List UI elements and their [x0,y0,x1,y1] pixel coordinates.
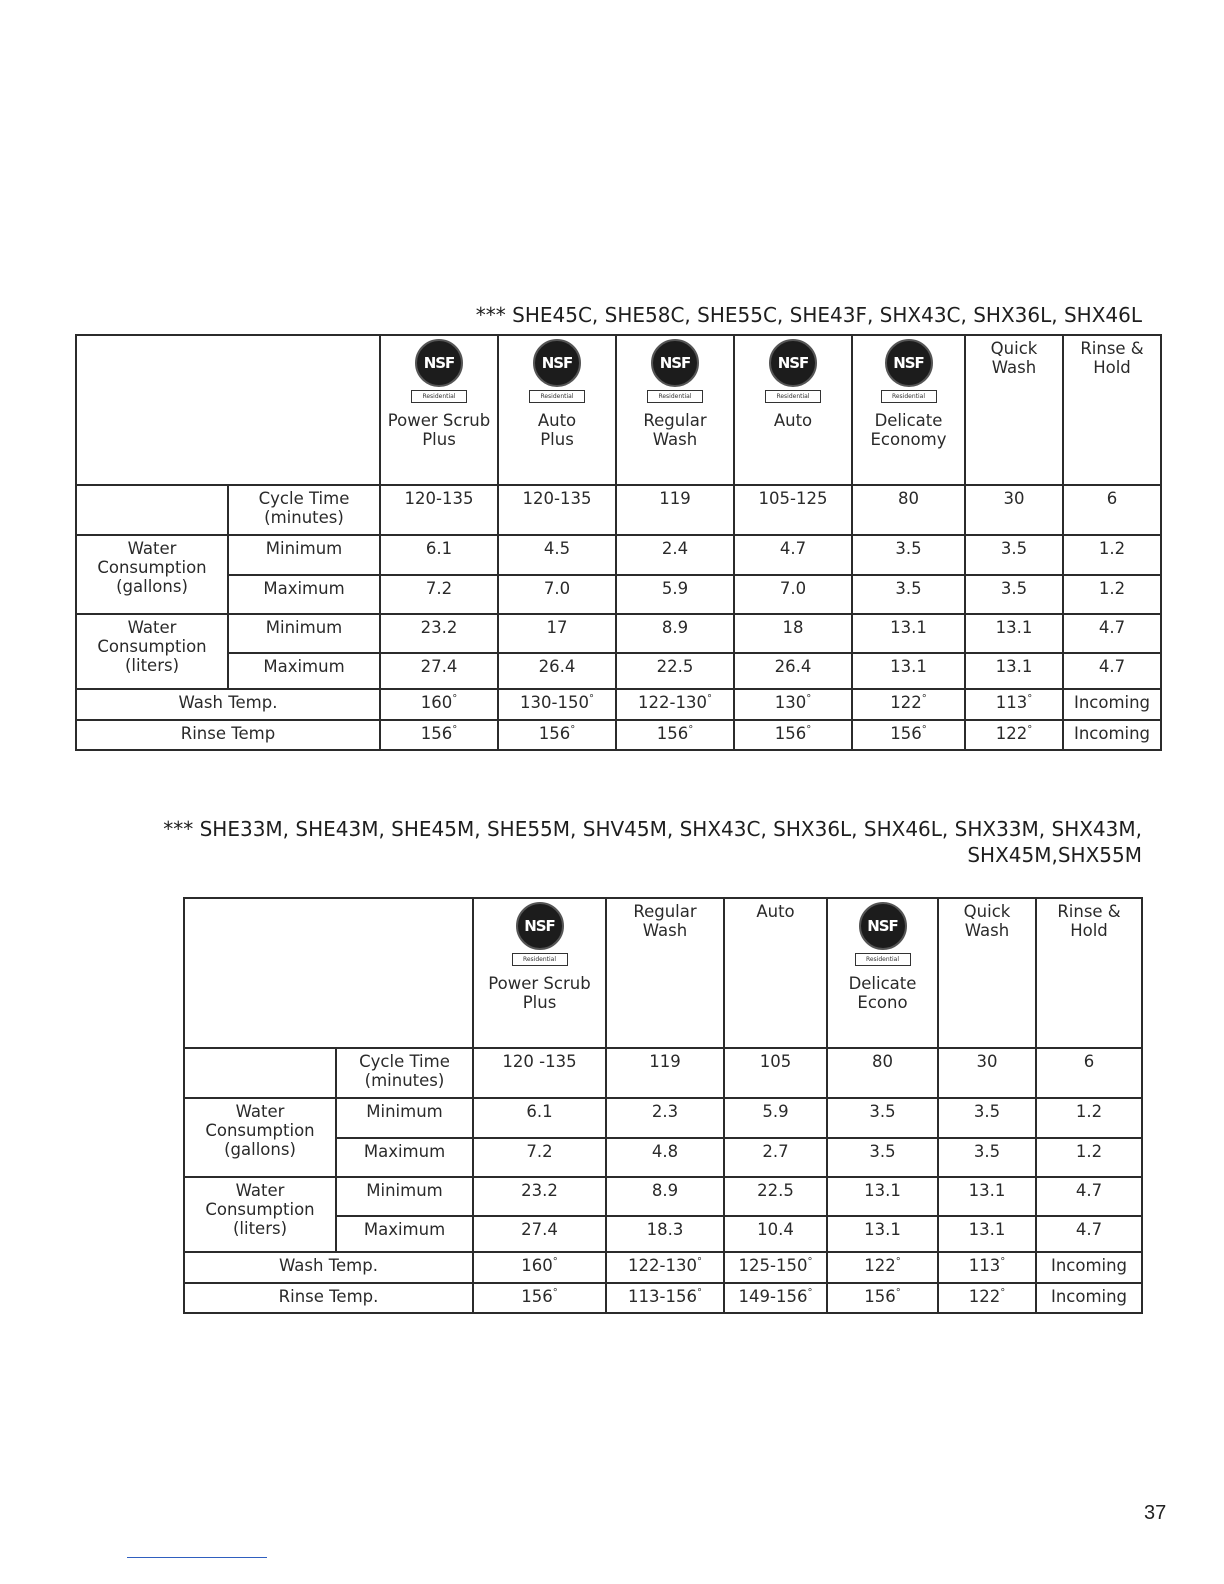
value-cell [380,535,498,575]
value-cell [1036,1098,1142,1138]
wash-temp-row [76,689,1161,720]
cycle-time-row [76,485,1161,535]
value-cell [380,653,498,689]
value-text: 120-135 [522,489,592,508]
header-blank-cell [184,898,473,1048]
program-header-cell [473,898,606,1048]
program-header-cell [938,898,1036,1048]
value-cell [734,575,852,614]
value-text: 7.0 [543,579,571,598]
value-text: 13.1 [995,657,1033,676]
value-text: 5.9 [762,1102,789,1121]
value-cell [852,535,965,575]
value-cell [473,1048,606,1098]
value-cell [1063,720,1161,750]
rinse-temp-row [76,720,1161,750]
water-gallons-label: Water Consumption (gallons) [76,535,228,614]
value-cell [827,1098,938,1138]
program-header-cell [616,335,734,485]
maximum-label: Maximum [228,653,380,689]
degree-mark: ° [696,1256,702,1268]
value-text: 13.1 [864,1220,901,1239]
footer-rule [127,1557,267,1558]
value-text: 22.5 [656,657,694,676]
degree-mark: ° [552,1287,558,1299]
program-label: Auto Plus [537,411,577,449]
value-text: 6 [1106,489,1118,508]
nsf-certification-icon [761,339,825,403]
value-cell [380,614,498,653]
value-cell [1036,1283,1142,1313]
degree-mark: ° [706,693,712,705]
value-cell [606,1177,724,1216]
value-cell [938,1283,1036,1313]
value-text: 4.8 [651,1142,679,1161]
maximum-label: Maximum [228,575,380,614]
nsf-logo-text: NSF [651,339,699,387]
value-text: 10.4 [757,1220,794,1239]
value-cell [724,1138,827,1177]
degree-mark: ° [696,1287,702,1299]
gallons-min-row [184,1098,1142,1138]
value-text: 1.2 [1098,539,1126,558]
value-cell [473,1098,606,1138]
value-text: 80 [872,1052,893,1071]
nsf-residential-tag: Residential [529,390,585,403]
cycle-time-label: Cycle Time (minutes) [336,1048,473,1098]
value-text: 122 [864,1256,896,1275]
nsf-certification-icon [407,339,471,403]
program-label: Delicate Economy [870,411,947,449]
program-label: Auto [756,902,795,921]
program-label: Delicate Econo [848,974,917,1012]
value-text: 6 [1083,1052,1095,1071]
value-cell [606,1048,724,1098]
value-cell [473,1252,606,1283]
value-text: 4.7 [1098,657,1126,676]
value-cell [965,614,1063,653]
program-header-cell [827,898,938,1048]
rinse-temp-label: Rinse Temp. [184,1283,473,1313]
value-cell [606,1283,724,1313]
degree-mark: ° [452,724,458,736]
program-label: Rinse & Hold [1057,902,1121,940]
value-text: 122 [890,693,922,712]
rinse-temp-row [184,1283,1142,1313]
degree-mark: ° [895,1287,901,1299]
value-text: 23.2 [521,1181,558,1200]
section-heading-models-1: *** SHE45C, SHE58C, SHE55C, SHE43F, SHX43C, SHX36L, SHX46L [475,303,1142,327]
value-cell [965,575,1063,614]
value-cell [1063,575,1161,614]
degree-mark: ° [452,693,458,705]
value-text: 7.2 [526,1142,553,1161]
value-cell [498,689,616,720]
value-text: 105 [759,1052,792,1071]
value-cell [724,1098,827,1138]
nsf-logo-text: NSF [415,339,463,387]
wash-temp-label: Wash Temp. [76,689,380,720]
value-text: 3.5 [895,539,922,558]
value-text: 27.4 [420,657,458,676]
value-cell [827,1283,938,1313]
value-cell [380,485,498,535]
value-text: 125-150 [738,1256,808,1275]
value-text: 119 [649,1052,681,1071]
program-label: Regular Wash [633,902,697,940]
program-label: Rinse & Hold [1080,339,1144,377]
nsf-certification-icon [508,902,572,966]
minimum-label: Minimum [228,535,380,575]
value-cell [938,1138,1036,1177]
value-text: 130 [774,693,807,712]
value-cell [380,720,498,750]
value-cell [965,485,1063,535]
degree-mark: ° [807,1256,813,1268]
nsf-residential-tag: Residential [411,390,467,403]
value-text: 13.1 [890,618,927,637]
value-text: 1.2 [1075,1142,1103,1161]
value-text: 18 [782,618,804,637]
value-text: 156 [864,1287,896,1306]
value-text: 3.5 [1000,579,1028,598]
value-text: 6.1 [526,1102,553,1121]
value-text: 8.9 [651,1181,679,1200]
value-text: 26.4 [774,657,812,676]
value-cell [852,689,965,720]
value-text: 18.3 [646,1220,684,1239]
value-text: 156 [538,724,571,743]
value-cell [1063,535,1161,575]
value-cell [734,614,852,653]
value-text: 13.1 [890,657,927,676]
value-text: 105-125 [758,489,828,508]
value-text: 80 [898,489,919,508]
value-cell [827,1216,938,1252]
value-text: 156 [521,1287,553,1306]
nsf-certification-icon [525,339,589,403]
value-cell [498,653,616,689]
value-cell [616,653,734,689]
value-cell [1036,1252,1142,1283]
degree-mark: ° [1000,1256,1006,1268]
rinse-temp-label: Rinse Temp [76,720,380,750]
value-text: Incoming [1073,724,1151,743]
value-cell [734,653,852,689]
value-text: 122 [995,724,1028,743]
value-cell [1063,485,1161,535]
value-cell [380,689,498,720]
value-cell [616,720,734,750]
value-text: 119 [659,489,691,508]
value-text: 113-156 [628,1287,697,1306]
value-cell [1063,689,1161,720]
minimum-label: Minimum [336,1098,473,1138]
program-label: Quick Wash [990,339,1038,377]
minimum-label: Minimum [336,1177,473,1216]
value-text: 120 -135 [502,1052,577,1071]
value-text: 22.5 [757,1181,794,1200]
maximum-label: Maximum [336,1138,473,1177]
section-heading-models-2: *** SHE33M, SHE43M, SHE45M, SHE55M, SHV45M, SHX43C, SHX36L, SHX46L, SHX33M, SHX43M, SHX45M,SHX55M [163,817,1142,867]
value-text: 156 [890,724,922,743]
program-label: Regular Wash [643,411,707,449]
wash-temp-label: Wash Temp. [184,1252,473,1283]
value-text: 149-156 [738,1287,808,1306]
value-text: 8.9 [661,618,689,637]
value-cell [965,720,1063,750]
value-text: 5.9 [661,579,689,598]
value-text: 13.1 [995,618,1033,637]
program-header-row [184,898,1142,1048]
nsf-logo-text: NSF [859,902,907,950]
nsf-residential-tag: Residential [647,390,703,403]
value-cell [473,1283,606,1313]
liters-min-row [76,614,1161,653]
value-cell [938,1216,1036,1252]
value-cell [616,689,734,720]
value-cell [724,1048,827,1098]
value-cell [827,1177,938,1216]
value-cell [827,1048,938,1098]
degree-mark: ° [588,693,594,705]
program-header-cell [1063,335,1161,485]
page-number: 37 [1144,1502,1167,1524]
value-cell [498,720,616,750]
value-cell [606,1138,724,1177]
value-cell [734,535,852,575]
value-text: 4.7 [1098,618,1126,637]
value-cell [498,575,616,614]
value-text: 160 [521,1256,553,1275]
nsf-certification-icon [643,339,707,403]
value-text: 122 [968,1287,1001,1306]
value-cell [380,575,498,614]
value-text: 13.1 [968,1181,1006,1200]
value-cell [1063,614,1161,653]
value-text: 6.1 [425,539,453,558]
value-text: 1.2 [1098,579,1126,598]
value-text: 2.4 [661,539,689,558]
program-label: Quick Wash [963,902,1011,940]
value-text: 3.5 [973,1102,1001,1121]
program-header-cell [852,335,965,485]
liters-min-row [184,1177,1142,1216]
program-label: Power Scrub Plus [488,974,591,1012]
value-text: 2.3 [651,1102,679,1121]
value-cell [734,485,852,535]
nsf-residential-tag: Residential [765,390,821,403]
value-cell [616,485,734,535]
value-text: 3.5 [869,1142,896,1161]
value-cell [965,535,1063,575]
value-cell [498,614,616,653]
value-text: 3.5 [973,1142,1001,1161]
value-text: 17 [546,618,568,637]
value-cell [616,614,734,653]
value-text: 1.2 [1075,1102,1103,1121]
nsf-logo-text: NSF [516,902,564,950]
gallons-min-row [76,535,1161,575]
value-cell [498,535,616,575]
value-text: 122-130 [628,1256,697,1275]
value-text: 120-135 [404,489,474,508]
value-cell [606,1098,724,1138]
value-text: 3.5 [895,579,922,598]
value-cell [1036,1138,1142,1177]
value-cell [938,1252,1036,1283]
degree-mark: ° [688,724,694,736]
value-text: 23.2 [420,618,458,637]
degree-mark: ° [1027,724,1033,736]
value-cell [827,1252,938,1283]
value-cell [1036,1177,1142,1216]
value-text: 4.7 [779,539,807,558]
degree-mark: ° [1027,693,1033,705]
value-cell [938,1098,1036,1138]
value-cell [498,485,616,535]
value-text: 30 [976,1052,998,1071]
gallons-max-row [76,575,1161,614]
value-cell [965,689,1063,720]
value-cell [827,1138,938,1177]
value-text: 30 [1003,489,1025,508]
value-cell [724,1283,827,1313]
cycle-data-table-1 [75,334,1162,751]
cycle-time-label: Cycle Time (minutes) [228,485,380,535]
degree-mark: ° [921,724,927,736]
value-text: 13.1 [968,1220,1006,1239]
blank-cell [184,1048,336,1098]
water-liters-label: Water Consumption (liters) [184,1177,336,1252]
value-cell [852,485,965,535]
value-text: Incoming [1050,1256,1128,1275]
cycle-data-table-2 [183,897,1143,1314]
degree-mark: ° [552,1256,558,1268]
value-text: 4.5 [543,539,571,558]
water-gallons-label: Water Consumption (gallons) [184,1098,336,1177]
value-text: Incoming [1073,693,1151,712]
degree-mark: ° [895,1256,901,1268]
nsf-logo-text: NSF [533,339,581,387]
value-cell [724,1177,827,1216]
value-text: 4.7 [1075,1181,1103,1200]
value-text: 113 [995,693,1028,712]
value-text: 2.7 [762,1142,789,1161]
value-cell [606,1216,724,1252]
value-cell [1036,1216,1142,1252]
value-text: 156 [420,724,453,743]
value-text: 3.5 [869,1102,896,1121]
nsf-residential-tag: Residential [881,390,937,403]
value-cell [616,575,734,614]
value-cell [724,1216,827,1252]
degree-mark: ° [921,693,927,705]
liters-max-row [76,653,1161,689]
nsf-logo-text: NSF [885,339,933,387]
value-cell [965,653,1063,689]
value-cell [852,653,965,689]
value-text: 7.2 [425,579,453,598]
nsf-certification-icon [851,902,915,966]
value-cell [473,1177,606,1216]
value-cell [938,1177,1036,1216]
program-header-cell [965,335,1063,485]
value-cell [1063,653,1161,689]
program-header-cell [498,335,616,485]
degree-mark: ° [806,693,812,705]
value-cell [616,535,734,575]
program-label: Power Scrub Plus [387,411,491,449]
value-text: 13.1 [864,1181,901,1200]
degree-mark: ° [806,724,812,736]
value-text: 122-130 [638,693,707,712]
degree-mark: ° [570,724,576,736]
cycle-time-row [184,1048,1142,1098]
value-cell [852,720,965,750]
value-cell [473,1216,606,1252]
minimum-label: Minimum [228,614,380,653]
nsf-residential-tag: Residential [512,953,568,966]
value-cell [606,1252,724,1283]
value-text: 7.0 [779,579,807,598]
header-blank-cell [76,335,380,485]
value-cell [724,1252,827,1283]
nsf-certification-icon [877,339,941,403]
degree-mark: ° [807,1287,813,1299]
value-cell [734,689,852,720]
value-text: 156 [656,724,689,743]
degree-mark: ° [1000,1287,1006,1299]
value-text: 156 [774,724,807,743]
value-cell [852,575,965,614]
program-header-cell [1036,898,1142,1048]
program-header-cell [724,898,827,1048]
nsf-residential-tag: Residential [855,953,911,966]
program-header-row [76,335,1161,485]
maximum-label: Maximum [336,1216,473,1252]
value-cell [1036,1048,1142,1098]
value-cell [852,614,965,653]
value-cell [473,1138,606,1177]
value-text: 27.4 [521,1220,558,1239]
value-cell [938,1048,1036,1098]
value-text: 160 [420,693,453,712]
water-liters-label: Water Consumption (liters) [76,614,228,689]
value-text: 113 [968,1256,1001,1275]
program-header-cell [380,335,498,485]
program-label: Auto [773,411,813,430]
program-header-cell [734,335,852,485]
value-text: 4.7 [1075,1220,1103,1239]
blank-cell [76,485,228,535]
value-text: 130-150 [520,693,589,712]
value-cell [734,720,852,750]
nsf-logo-text: NSF [769,339,817,387]
value-text: Incoming [1050,1287,1128,1306]
value-text: 3.5 [1000,539,1028,558]
program-header-cell [606,898,724,1048]
value-text: 26.4 [538,657,576,676]
wash-temp-row [184,1252,1142,1283]
